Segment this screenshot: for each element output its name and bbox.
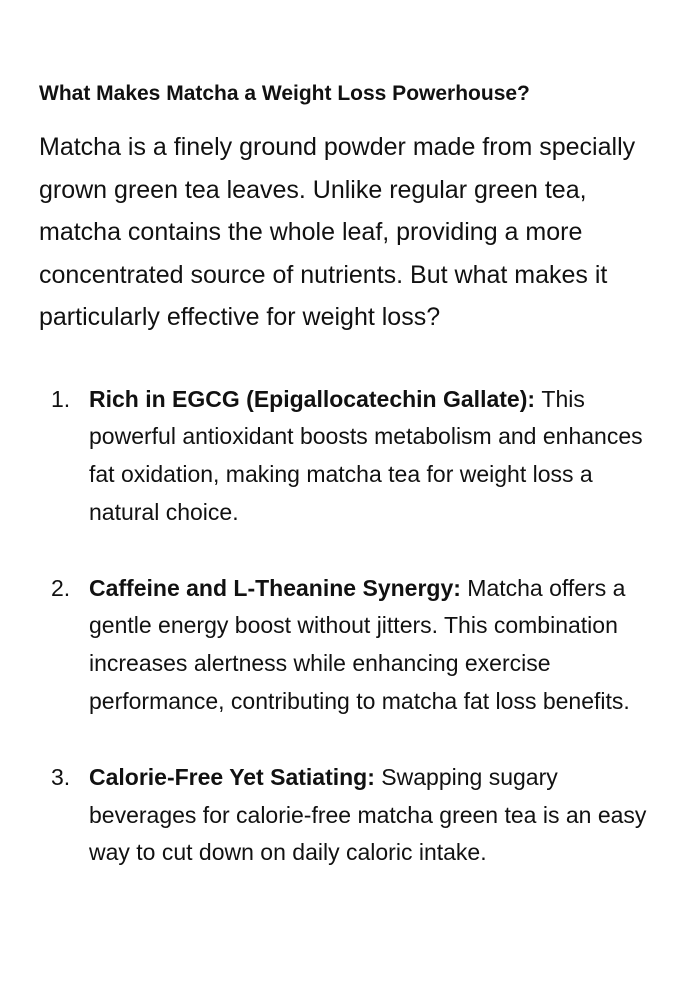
list-item-number: 2. (51, 574, 71, 601)
list-item (39, 570, 661, 721)
section-heading: What Makes Matcha a Weight Loss Powerhouse? (39, 82, 530, 105)
list-item-text: Swapping sugary beverages for calorie-free matcha green tea is an easy way to cut down on daily caloric intake. (89, 763, 647, 866)
list-item-text: Matcha offers a gentle energy boost without jitters. This combination increases alertness while enhancing exercise performance, contributing to matcha fat loss benefits. (89, 574, 630, 715)
list-item-number: 3. (51, 763, 71, 790)
list-item (39, 759, 661, 872)
list-item-number: 1. (51, 385, 71, 412)
list-item (39, 381, 661, 532)
article (39, 78, 661, 872)
list-item-title: Rich in EGCG (Epigallocatechin Gallate): (89, 385, 542, 412)
list-item-text: This powerful antioxidant boosts metabolism and enhances fat oxidation, making matcha tea for weight loss a natural choice. (89, 385, 643, 525)
list-item-title: Calorie-Free Yet Satiating: (89, 763, 382, 790)
benefits-list (39, 381, 661, 873)
list-item-title: Caffeine and L-Theanine Synergy: (89, 574, 468, 601)
intro-paragraph: Matcha is a finely ground powder made from specially grown green tea leaves. Unlike regular green tea, matcha contains the whole leaf, providing a more concentrated source of nutrients. But what makes it particularly effective for weight loss? (39, 133, 636, 331)
